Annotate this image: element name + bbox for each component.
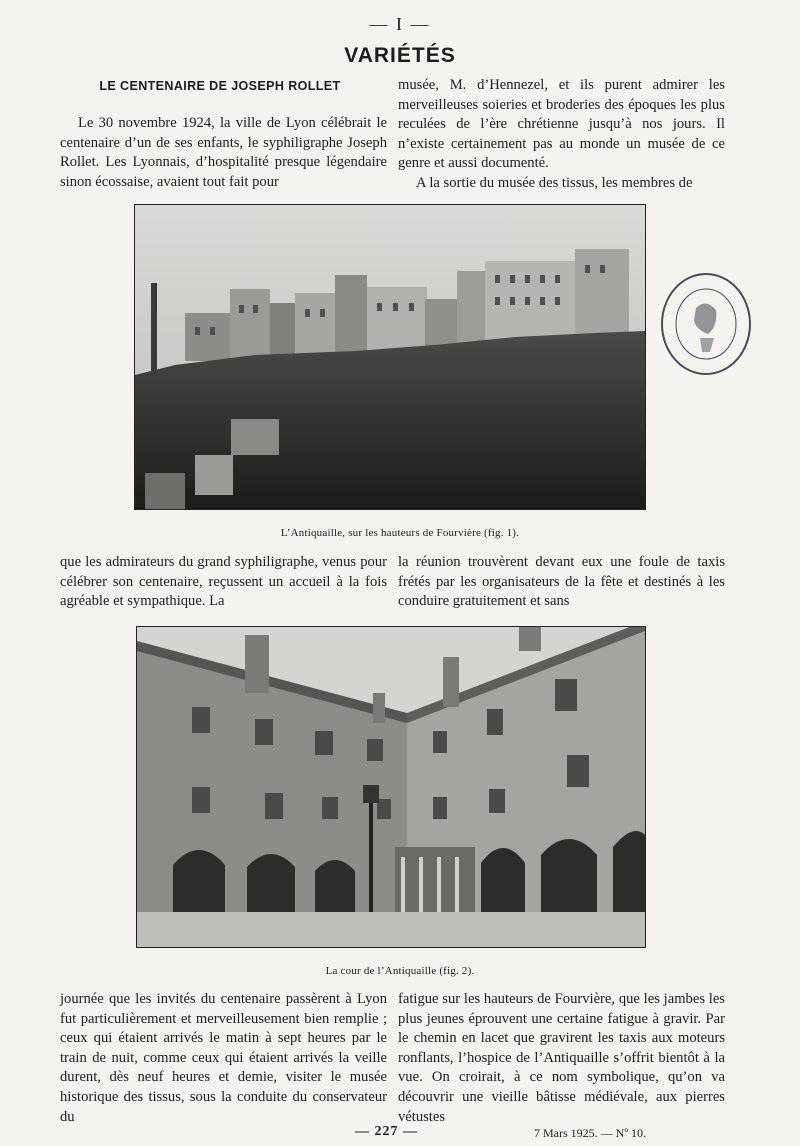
paragraph: A la sortie du musée des tissus, les membres de: [416, 174, 693, 191]
article-title: LE CENTENAIRE DE JOSEPH ROLLET: [99, 79, 341, 93]
section-title: VARIÉTÉS: [344, 44, 456, 67]
issue-date: 7 Mars 1925. — Nº 10.: [534, 1126, 647, 1140]
figure-1-caption: L’Antiquaille, sur les hauteurs de Fourvière (fig. 1).: [280, 527, 520, 539]
paragraph: que les admirateurs du grand syphiligraphe, venus pour célébrer son centenaire, reçussent un accueil à la fois agréable et sympathique. La: [60, 554, 387, 610]
column-right-bottom: [398, 990, 725, 1127]
column-left-middle: [60, 553, 387, 612]
column-right-top: [398, 76, 725, 194]
page-number: — 227 —: [355, 1124, 418, 1139]
paragraph: Le 30 novembre 1924, la ville de Lyon célébrait le centenaire d’un de ses enfants, le syphiligraphe Joseph Rollet. Les Lyonnais, d’hospitalité presque légendaire sinon écossaise, avaient tout fait pour: [60, 115, 387, 190]
figure-1-photo: [134, 204, 646, 510]
paragraph: la réunion trouvèrent devant eux une foule de taxis frétés par les organisateurs de la fête et destinés à les conduire gratuitement et sans: [398, 554, 725, 610]
column-left-top: [60, 114, 387, 192]
antiquaille-courtyard-photo: [137, 627, 645, 947]
top-folio: — I —: [369, 14, 431, 34]
antiquaille-hill-photo: [135, 205, 645, 509]
faculte-stamp-icon: [656, 268, 756, 380]
library-stamp: [656, 268, 756, 380]
column-right-middle: [398, 553, 725, 612]
figure-2-photo: [136, 626, 646, 948]
figure-2-caption: La cour de l’Antiquaille (fig. 2).: [325, 965, 475, 977]
column-left-bottom: [60, 990, 387, 1127]
paragraph: musée, M. d’Hennezel, et ils purent admirer les merveilleuses soieries et broderies des époques les plus reculées de l’ère chrétienne jusqu’à nos jours. Il n’existe certainement pas au monde un musée de ce genre et aussi documenté.: [398, 77, 725, 172]
paragraph: fatigue sur les hauteurs de Fourvière, que les jambes les plus jeunes éprouvent une certaine fatigue à gravir. Par le chemin en lacet que gravirent les taxis aux moteurs ronflants, l’hospice de l’Antiquaille s’offrit bientôt à la vue. On croirait, à ce nom symbolique, qu’on va découvrir une vieille bâtisse médiévale, aux pierres vétustes: [398, 991, 725, 1125]
paragraph: journée que les invités du centenaire passèrent à Lyon fut particulièrement et merveilleusement bien remplie ; ceux qui étaient arrivés le matin à sept heures par le train de nuit, comme ceux qui étaient arrivés la veille durent, dès neuf heures et demie, visiter le musée historique des tissus, sous la conduite du conservateur du: [60, 991, 387, 1125]
